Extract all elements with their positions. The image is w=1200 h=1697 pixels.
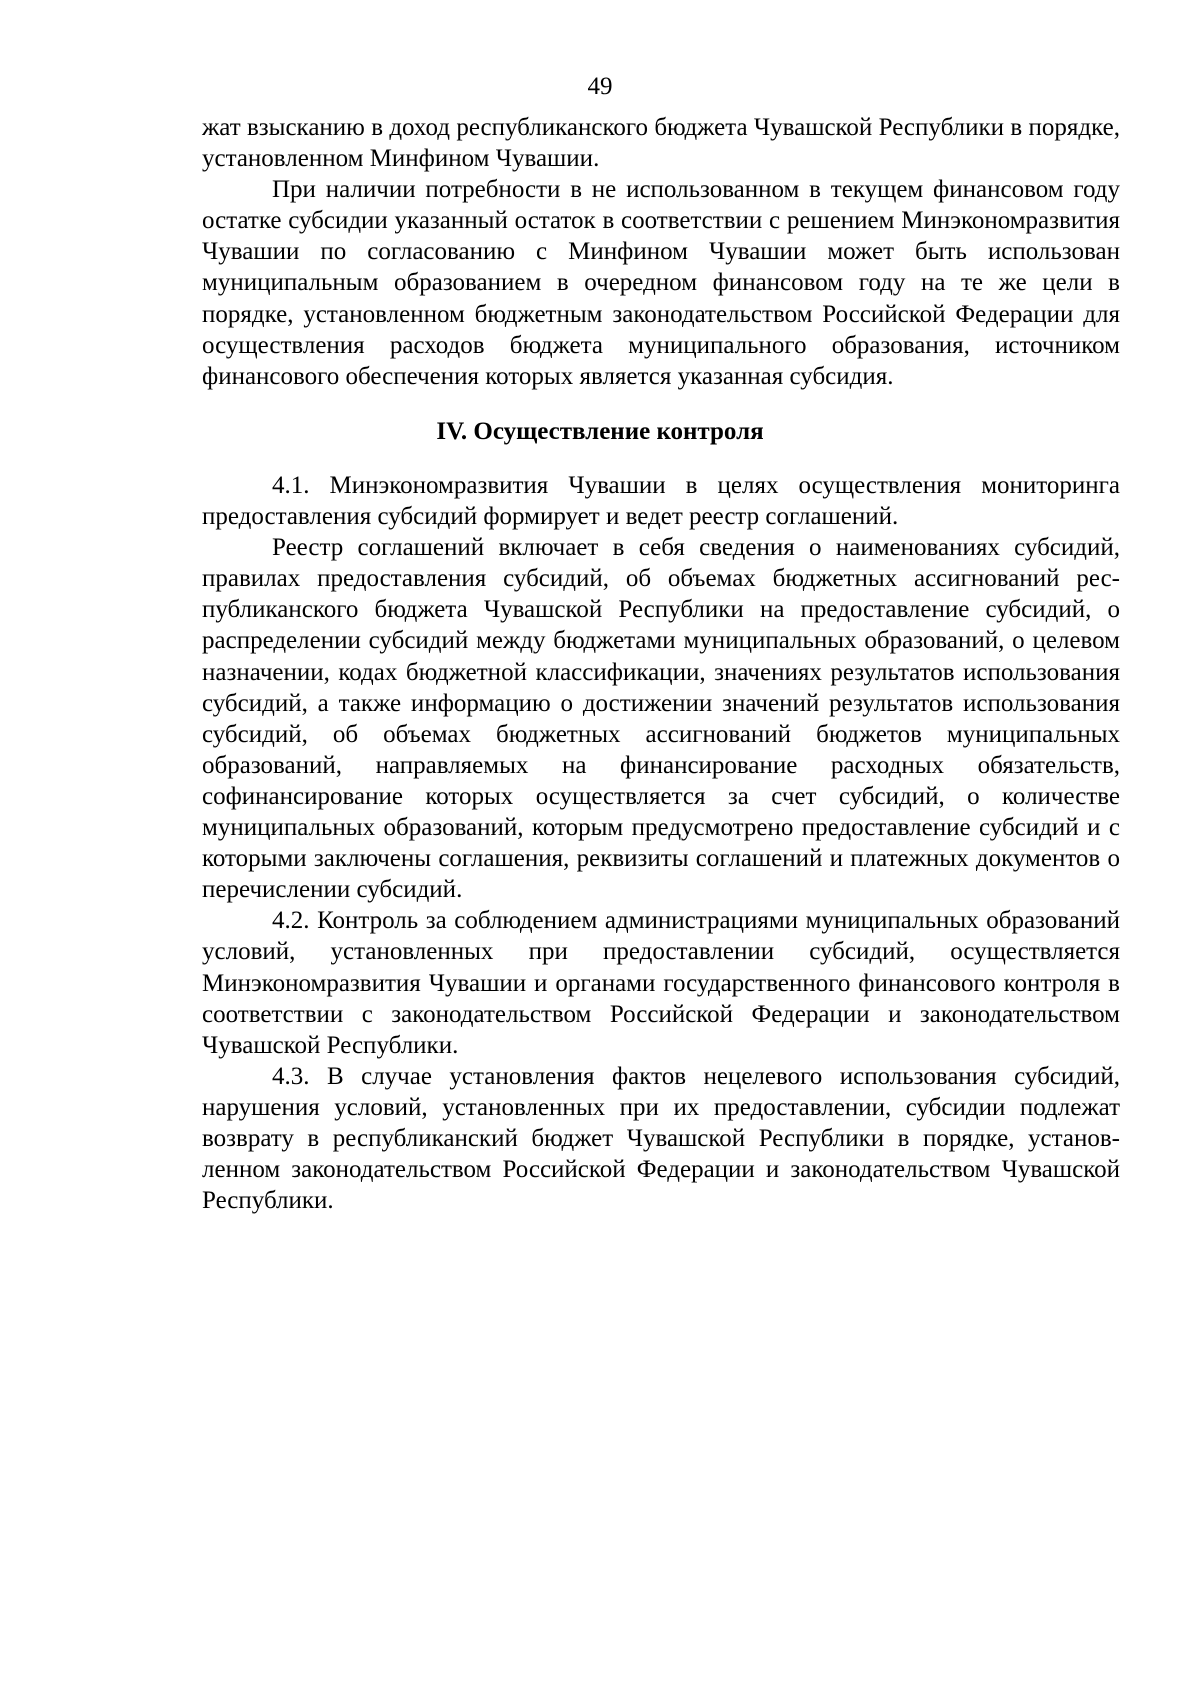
text-block-top xyxy=(202,112,1120,392)
paragraph-4-3: 4.3. В случае установления фактов нецелевого использования субсидий, нарушения условий, установленных при их предоставлении, субсидии подлежат возврату в республиканский бюджет Чувашской Республики в порядке, установленном законодательством Российской Федерации и законодательством Чувашской Республики. xyxy=(202,1062,1120,1215)
section-heading: IV. Осуществление контроля xyxy=(436,418,764,445)
paragraph-continuation: жат взысканию в доход республиканского бюджета Чувашской Республики в порядке, установленном Минфином Чувашии. xyxy=(202,114,1120,173)
paragraph-4-2: 4.2. Контроль за соблюдением администрациями муниципальных образований условий, установленных при предоставлении субсидий, осуществляется Минэкономразвития Чувашии и органами государственного финансового контроля в соответствии с законодательством Российской Федерации и законодательством Чувашской Республики. xyxy=(202,907,1120,1059)
text-block-bottom xyxy=(202,470,1120,1216)
paragraph-4-1: 4.1. Минэкономразвития Чувашии в целях осуществления мониторинга предоставления субсидий формирует и ведет реестр соглашений. xyxy=(202,472,1120,531)
paragraph-registry: Реестр соглашений включает в себя сведения о наименованиях субсидий, правилах предоставления субсидий, об объемах бюджетных ассигнований республиканского бюджета Чувашской Республики на предоставление субсидий, о распределении субсидий между бюджетами муниципальных образований, о целевом назначении, кодах бюджетной классификации, значениях результатов использования субсидий, а также информацию о достижении значений результатов использования субсидий, об объемах бюджетных ассигнований бюджетов муниципальных образований, направляемых на финансирование расходных обязательств, софинансирование которых осуществляется за счет субсидий, о количестве муниципальных образований, которым предусмотрено предоставление субсидий и с которыми заключены соглашения, реквизиты соглашений и платежных документов о перечислении субсидий. xyxy=(202,534,1120,904)
page-number: 49 xyxy=(587,73,613,100)
paragraph-unused-balance: При наличии потребности в не использованном в текущем финансовом году остатке субсидии указанный остаток в соответствии с решением Минэкономразвития Чувашии по согласованию с Минфином Чувашии может быть использован муниципальным образованием в очередном финансовом году на те же цели в порядке, установленном бюджетным законодательством Российской Федерации для осуществления расходов бюджета муниципального образования, источником финансового обеспечения которых является указанная субсидия. xyxy=(202,176,1120,390)
